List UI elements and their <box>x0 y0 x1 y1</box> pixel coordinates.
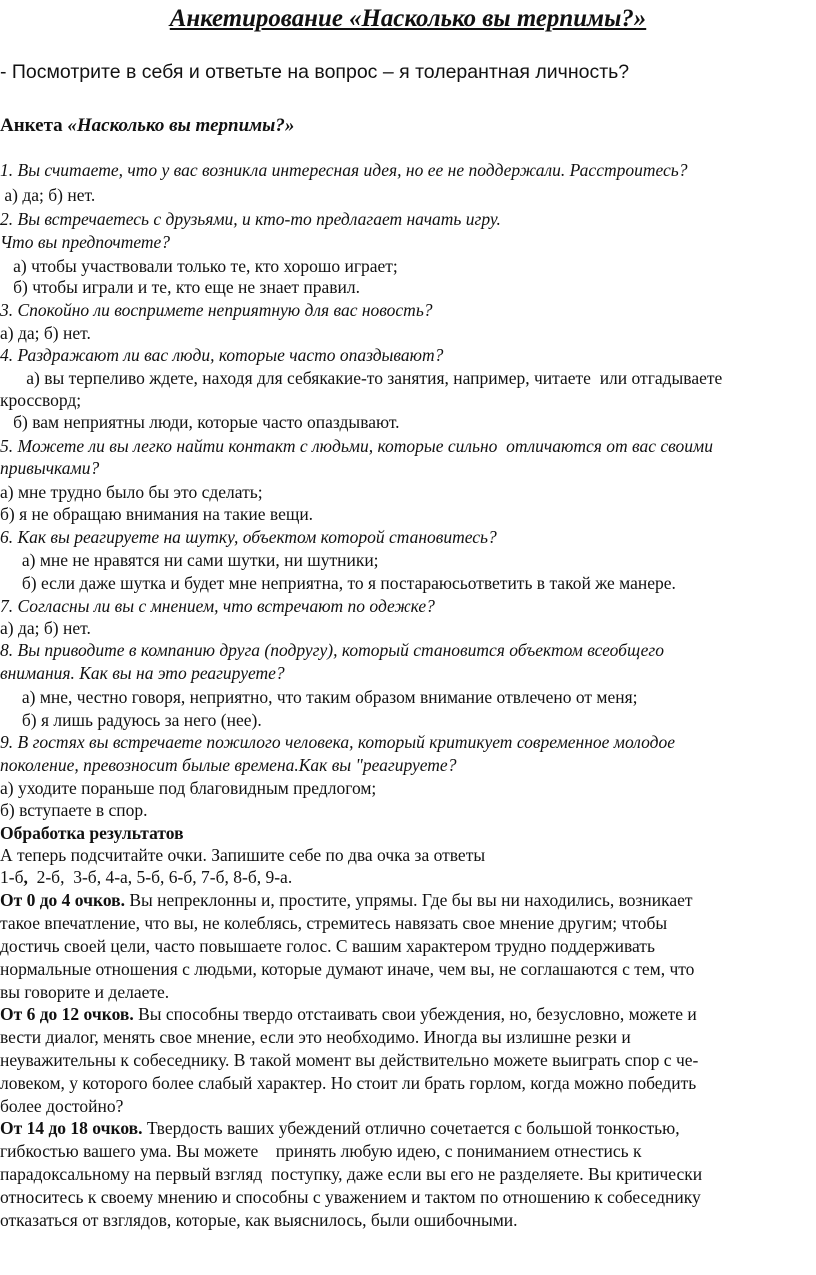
range-3-line-5: отказаться от взглядов, которые, как выяснилось, были ошибочными. <box>0 1210 518 1230</box>
question-7-answer-1: а) да; б) нет. <box>0 618 91 638</box>
question-8-answer-1: а) мне, честно говоря, неприятно, что таким образом внимание отвлечено от меня; <box>0 687 638 707</box>
question-2-line-1: 2. Вы встречаетесь с друзьями, и кто-то предлагает начать игру. <box>0 209 501 229</box>
question-9-answer-1: а) уходите пораньше под благовидным предлогом; <box>0 778 377 798</box>
question-4-line-1: 4. Раздражают ли вас люди, которые часто опаздывают? <box>0 345 444 365</box>
question-2-answer-2: б) чтобы играли и те, кто еще не знает правил. <box>0 277 360 297</box>
answer-key-first: 1-б <box>0 867 24 887</box>
question-6-answer-1: а) мне не нравятся ни сами шутки, ни шутники; <box>0 550 379 570</box>
intro-text: - Посмотрите в себя и ответьте на вопрос – я толерантная личность? <box>0 61 630 83</box>
range-1-label: От 0 до 4 очков. <box>0 890 125 910</box>
range-3-line-3: парадоксальному на первый взгляд поступку, даже если вы его не разделяете. Вы критически <box>0 1164 703 1184</box>
question-2-line-2: Что вы предпочтете? <box>0 232 171 252</box>
question-4-answer-1-cont: кроссворд; <box>0 390 82 410</box>
question-8-answer-2: б) я лишь радуюсь за него (нее). <box>0 710 262 730</box>
question-8-line-2: внимания. Как вы на это реагируете? <box>0 663 285 683</box>
range-1-line-4: нормальные отношения с людьми, которые думают иначе, чем вы, не соглашаются с тем, что <box>0 959 695 979</box>
page-title: Анкетирование «Насколько вы терпимы?» <box>169 5 647 32</box>
question-4-answer-2: б) вам неприятны люди, которые часто опаздывают. <box>0 412 400 432</box>
answer-key-comma: , <box>23 867 28 887</box>
range-2-text: Вы способны твердо отстаивать свои убеждения, но, безусловно, можете и <box>133 1004 697 1024</box>
range-1-line-3: достичь своей цели, часто повышаете голос. С вашим характером трудно поддерживать <box>0 936 655 956</box>
range-3-label: От 14 до 18 очков. <box>0 1118 143 1138</box>
range-2-line-2: вести диалог, менять свое мнение, если это необходимо. Иногда вы излишне резки и <box>0 1027 631 1047</box>
results-answer-key <box>0 866 292 888</box>
question-4-answer-1: а) вы терпеливо ждете, находя для себякакие-то занятия, например, читаете или отгадываете <box>0 368 723 388</box>
question-5-answer-2: б) я не обращаю внимания на такие вещи. <box>0 504 314 524</box>
questionnaire-title <box>0 114 294 138</box>
question-5-line-2: привычками? <box>0 458 100 478</box>
range-2-line-1 <box>0 1003 697 1025</box>
range-1-line-5: вы говорите и делаете. <box>0 982 170 1002</box>
answer-key-rest: 2-б, 3-б, 4-а, 5-б, 6-б, 7-б, 8-б, 9-а. <box>27 867 293 887</box>
question-7-line-1: 7. Согласны ли вы с мнением, что встречают по одежке? <box>0 596 435 616</box>
question-1-line-1: 1. Вы считаете, что у вас возникла интересная идея, но ее не поддержали. Расстроитесь? <box>0 160 688 180</box>
question-5-line-1: 5. Можете ли вы легко найти контакт с людьми, которые сильно отличаются от вас своими <box>0 436 713 456</box>
question-9-line-2: поколение, превозносит былые времена.Как вы "реагируете? <box>0 755 457 775</box>
question-1-answer-1: а) да; б) нет. <box>0 185 96 205</box>
question-2-answer-1: а) чтобы участвовали только те, кто хорошо играет; <box>0 256 398 276</box>
results-heading: Обработка результатов <box>0 823 184 843</box>
question-3-answer-1: а) да; б) нет. <box>0 323 91 343</box>
range-2-line-5: более достойно? <box>0 1096 124 1116</box>
range-1-line-2: такое впечатление, что вы, не колеблясь, стремитесь навязать свое мнение другим; чтобы <box>0 913 668 933</box>
questionnaire-title-prefix: Анкета <box>0 115 68 136</box>
range-2-line-3: неуважительны к собеседнику. В такой момент вы действительно можете выиграть спор с че- <box>0 1050 699 1070</box>
range-1-line-1 <box>0 889 693 911</box>
range-3-line-1 <box>0 1117 680 1139</box>
range-1-text: Вы непреклонны и, простите, упрямы. Где бы вы ни находились, возникает <box>124 890 693 910</box>
questionnaire-title-name: «Насколько вы терпимы?» <box>67 115 295 136</box>
question-3-line-1: 3. Спокойно ли воспримете неприятную для вас новость? <box>0 300 433 320</box>
range-2-label: От 6 до 12 очков. <box>0 1004 134 1024</box>
question-6-answer-2: б) если даже шутка и будет мне неприятна, то я постараюсьответить в такой же манере. <box>0 573 676 593</box>
range-3-line-2: гибкостью вашего ума. Вы можете принять любую идею, с пониманием отнестись к <box>0 1141 642 1161</box>
range-3-line-4: относитесь к своему мнению и способны с уважением и тактом по отношению к собеседнику <box>0 1187 701 1207</box>
question-9-line-1: 9. В гостях вы встречаете пожилого человека, который критикует современное молодое <box>0 732 675 752</box>
range-3-text: Твердость ваших убеждений отлично сочетается с большой тонкостью, <box>142 1118 680 1138</box>
question-9-answer-2: б) вступаете в спор. <box>0 800 148 820</box>
question-6-line-1: 6. Как вы реагируете на шутку, объектом которой становитесь? <box>0 527 497 547</box>
results-instruction: А теперь подсчитайте очки. Запишите себе по два очка за ответы <box>0 845 486 865</box>
question-5-answer-1: а) мне трудно было бы это сделать; <box>0 482 263 502</box>
question-8-line-1: 8. Вы приводите в компанию друга (подругу), который становится объектом всеобщего <box>0 640 664 660</box>
range-2-line-4: ловеком, у которого более слабый характер. Но стоит ли брать горлом, когда можно победить <box>0 1073 697 1093</box>
